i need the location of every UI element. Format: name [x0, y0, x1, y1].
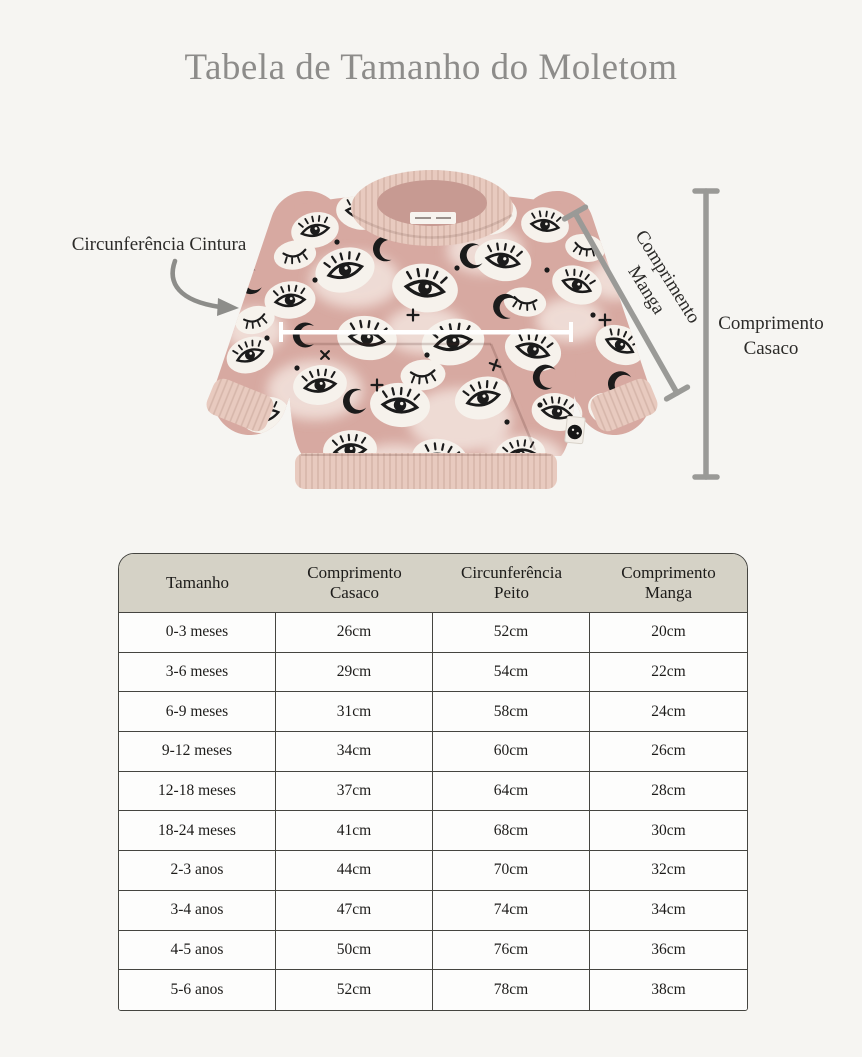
waist-circumference-label: Circunferência Cintura [71, 234, 247, 255]
table-row [119, 732, 747, 772]
table-cell: 60cm [433, 732, 590, 772]
table-cell: 20cm [590, 613, 747, 653]
table-cell: 52cm [433, 613, 590, 653]
table-cell: 37cm [276, 772, 433, 812]
column-header: Comprimento Casaco [307, 562, 402, 602]
table-cell: 70cm [433, 851, 590, 891]
table-cell: 32cm [590, 851, 747, 891]
table-cell: 3-6 meses [119, 653, 276, 693]
table-row [119, 692, 747, 732]
table-cell: 31cm [276, 692, 433, 732]
table-cell: 26cm [590, 732, 747, 772]
waist-arrow [160, 255, 250, 321]
table-cell: 38cm [590, 970, 747, 1010]
table-row [119, 811, 747, 851]
table-cell: 36cm [590, 931, 747, 971]
collar [351, 170, 513, 246]
table-cell: 5-6 anos [119, 970, 276, 1010]
table-cell: 64cm [433, 772, 590, 812]
table-cell: 68cm [433, 811, 590, 851]
table-row [119, 891, 747, 931]
table-cell: 54cm [433, 653, 590, 693]
brand-tag [565, 416, 586, 444]
table-cell: 34cm [276, 732, 433, 772]
column-header: Tamanho [165, 572, 229, 592]
table-cell: 47cm [276, 891, 433, 931]
table-cell: 6-9 meses [119, 692, 276, 732]
table-cell: 2-3 anos [119, 851, 276, 891]
table-cell: 44cm [276, 851, 433, 891]
size-table-header [119, 554, 747, 613]
table-cell: 3-4 anos [119, 891, 276, 931]
table-cell: 52cm [276, 970, 433, 1010]
table-cell: 58cm [433, 692, 590, 732]
table-row [119, 970, 747, 1010]
table-row [119, 613, 747, 653]
table-cell: 34cm [590, 891, 747, 931]
table-cell: 18-24 meses [119, 811, 276, 851]
table-cell: 26cm [276, 613, 433, 653]
page-title: Tabela de Tamanho do Moletom [184, 47, 678, 88]
table-row [119, 772, 747, 812]
size-table-body [119, 613, 747, 1010]
table-cell: 24cm [590, 692, 747, 732]
table-cell: 30cm [590, 811, 747, 851]
table-cell: 76cm [433, 931, 590, 971]
table-row [119, 851, 747, 891]
column-header: Circunferência Peito [461, 562, 562, 602]
table-cell: 0-3 meses [119, 613, 276, 653]
table-cell: 22cm [590, 653, 747, 693]
table-cell: 50cm [276, 931, 433, 971]
table-cell: 41cm [276, 811, 433, 851]
table-cell: 74cm [433, 891, 590, 931]
table-cell: 78cm [433, 970, 590, 1010]
jacket-length-label: Comprimento Casaco [718, 313, 824, 359]
size-table [118, 553, 748, 1011]
column-header: Comprimento Manga [621, 562, 716, 602]
table-cell: 4-5 anos [119, 931, 276, 971]
table-cell: 28cm [590, 772, 747, 812]
sleeve-length-label: Comprimento Manga [623, 226, 705, 328]
hem-ribbing [295, 453, 557, 489]
table-row [119, 931, 747, 971]
table-cell: 12-18 meses [119, 772, 276, 812]
table-row [119, 653, 747, 693]
table-cell: 29cm [276, 653, 433, 693]
table-cell: 9-12 meses [119, 732, 276, 772]
